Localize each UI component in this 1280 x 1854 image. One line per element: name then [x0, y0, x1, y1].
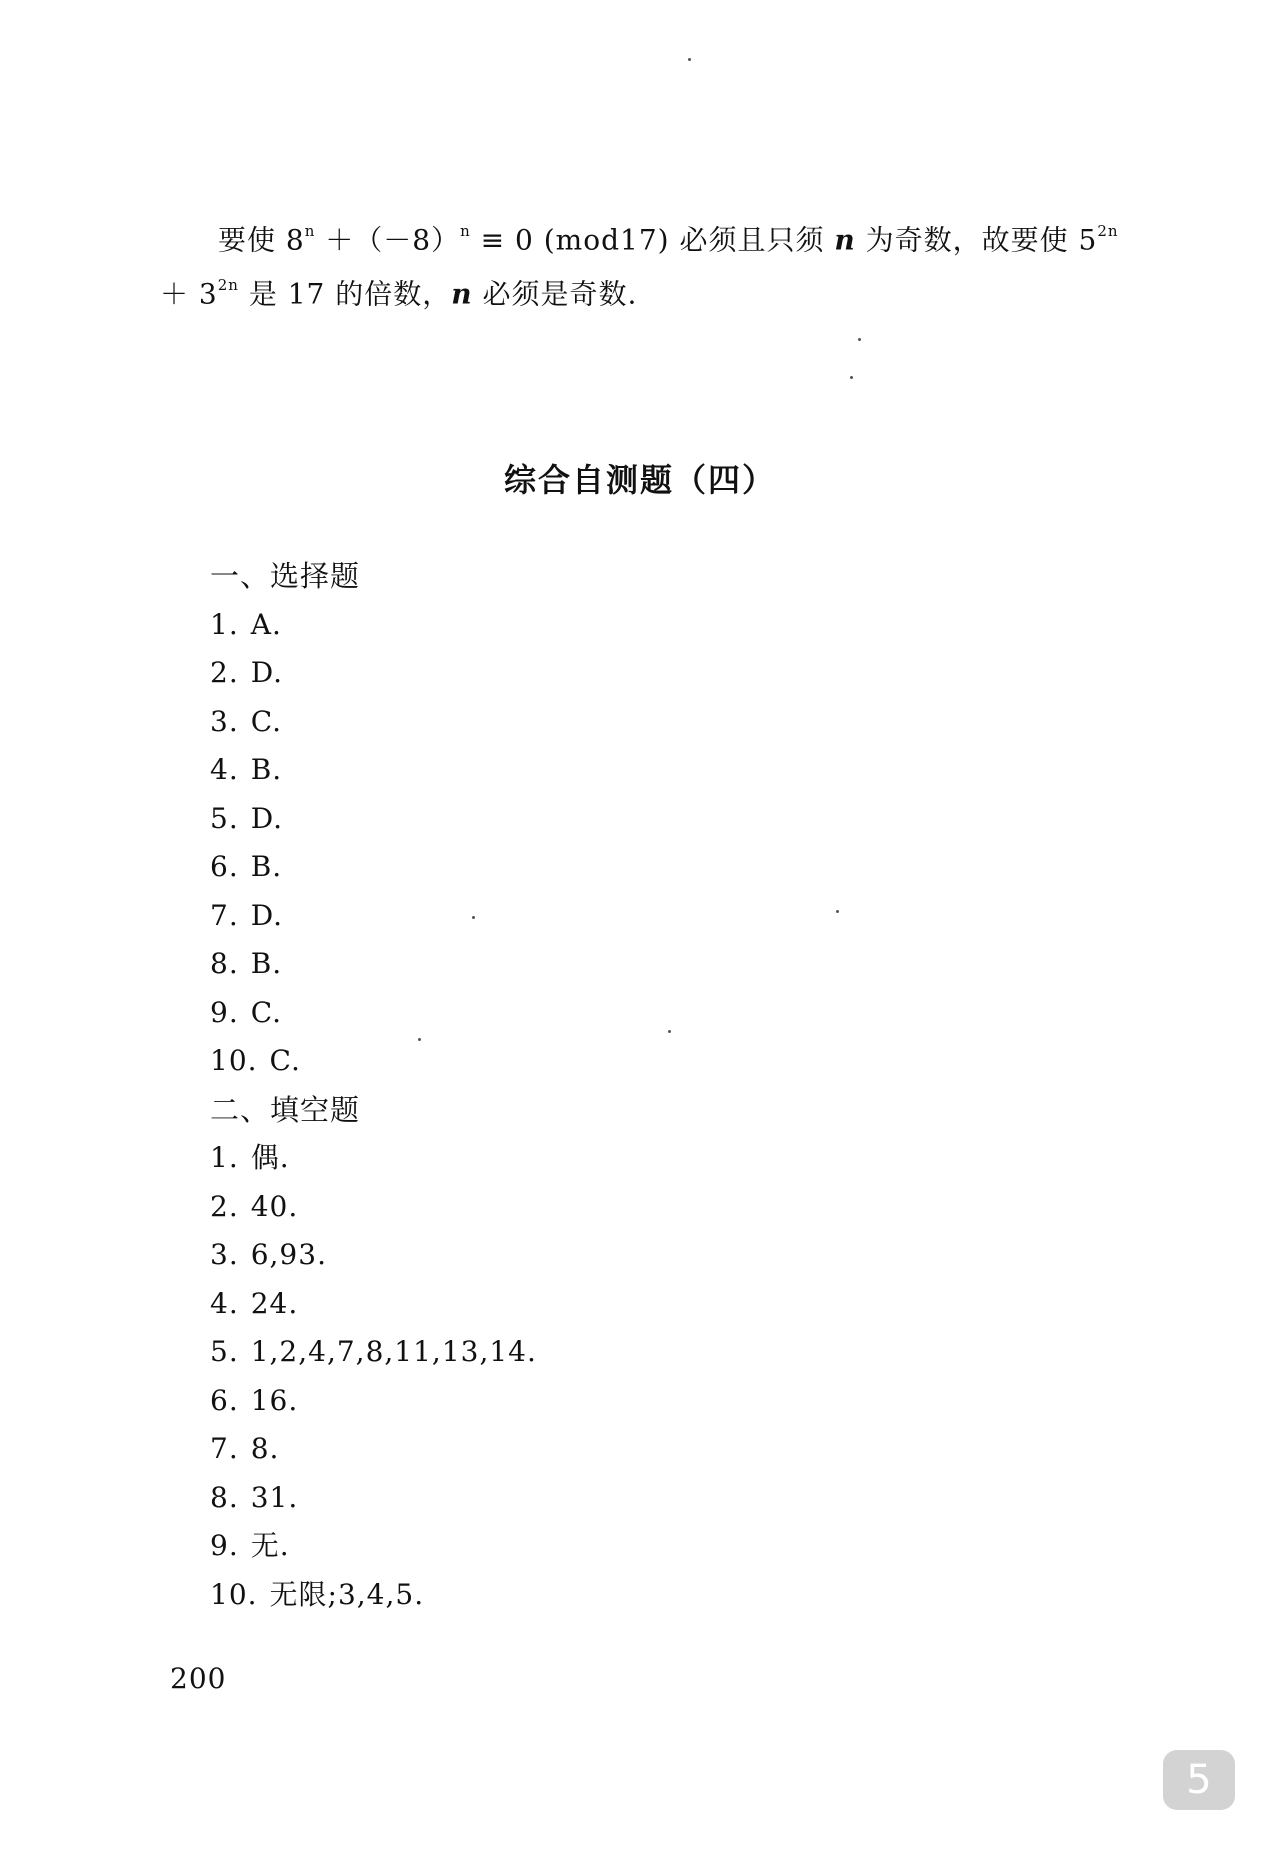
choice-item: 8. B. — [210, 947, 283, 980]
choice-section-heading: 一、选择题 — [210, 559, 361, 593]
fill-item: 3. 6,93. — [210, 1238, 327, 1271]
fill-item: 6. 16. — [210, 1383, 299, 1417]
scan-speck — [472, 916, 475, 919]
fill-item: 9. 无. — [210, 1529, 290, 1562]
answer-list — [210, 552, 1010, 1619]
choice-item: 1. A. — [210, 607, 282, 641]
scan-speck — [836, 910, 839, 913]
choice-item: 2. D. — [210, 656, 284, 689]
fill-item: 8. 31. — [210, 1480, 299, 1514]
choice-item: 7. D. — [210, 898, 284, 932]
solution-paragraph — [160, 210, 1120, 319]
choice-item: 6. B. — [210, 850, 283, 883]
viewer-page-badge: 5 — [1163, 1750, 1235, 1810]
fill-item: 2. 40. — [210, 1189, 299, 1223]
fill-item: 1. 偶. — [210, 1141, 290, 1174]
paragraph-line-1: 要使 $8^n +(-8)^n \equiv 0$ (mod17) 必须且只须 n 为奇数，故要使 $5^{2n}$ — [218, 222, 1119, 257]
choice-item: 10. C. — [210, 1044, 301, 1077]
page-number: 200 — [170, 1662, 227, 1695]
scan-speck — [850, 376, 853, 379]
choice-item: 3. C. — [210, 704, 283, 738]
fill-section-heading: 二、填空题 — [210, 1092, 361, 1127]
choice-item: 5. D. — [210, 801, 284, 835]
scan-speck — [418, 1038, 421, 1041]
fill-item: 10. 无限;3,4,5. — [210, 1577, 425, 1611]
fill-item: 4. 24. — [210, 1286, 299, 1320]
choice-item: 4. B. — [210, 753, 283, 786]
fill-item: 5. 1,2,4,7,8,11,13,14. — [210, 1335, 537, 1368]
scan-speck — [858, 338, 861, 341]
paragraph-line-2: ＋ $3^{2n}$ 是 17 的倍数，n 必须是奇数. — [160, 276, 638, 311]
scan-speck — [668, 1030, 671, 1033]
section-title: 综合自测题（四） — [503, 461, 776, 499]
scan-speck — [688, 58, 691, 61]
fill-item: 7. 8. — [210, 1432, 280, 1465]
choice-item: 9. C. — [210, 995, 283, 1029]
